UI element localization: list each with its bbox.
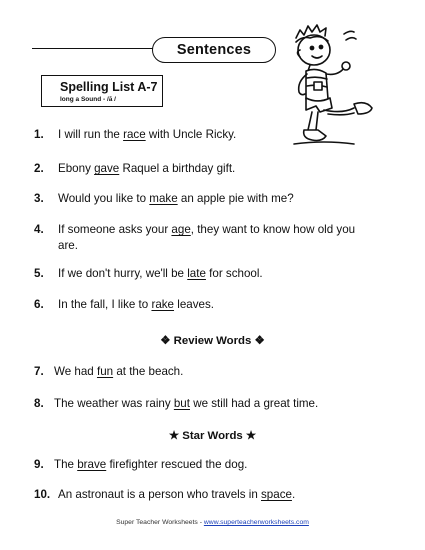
sentence-number: 4.	[34, 223, 44, 236]
spelling-word: fun	[96, 365, 114, 378]
sentence-1	[34, 127, 374, 143]
sentence-text: An astronaut is a person who travels in space.	[58, 488, 296, 501]
sentence-8	[34, 396, 374, 412]
spelling-word: race	[123, 128, 146, 141]
footer-text: Super Teacher Worksheets -	[116, 519, 204, 526]
spelling-word: age	[171, 223, 191, 236]
sentence-6	[34, 297, 374, 313]
sentence-7	[34, 364, 374, 380]
footer-link[interactable]: www.superteacherworksheets.com	[203, 519, 309, 526]
page-title: Sentences	[152, 37, 276, 63]
sentence-text: If someone asks your age, they want to know how old you are.	[58, 223, 356, 252]
sentence-number: 3.	[34, 192, 44, 205]
spelling-word: gave	[94, 162, 120, 175]
spelling-list-title: Spelling List A-7	[60, 80, 158, 94]
sentence-number: 5.	[34, 267, 44, 280]
sentence-number: 9.	[34, 458, 44, 471]
sentence-text: Ebony gave Raquel a birthday gift.	[58, 162, 236, 175]
spelling-list-box	[41, 75, 163, 107]
spelling-word: rake	[151, 298, 175, 311]
sentence-5	[34, 266, 374, 282]
sentence-10	[34, 487, 374, 503]
sentence-text: Would you like to make an apple pie with me?	[58, 192, 294, 205]
sentence-number: 7.	[34, 365, 44, 378]
star-words-heading: ★ Star Words ★	[168, 430, 257, 442]
sentence-3	[34, 191, 374, 207]
footer	[0, 519, 425, 526]
sentence-9	[34, 457, 374, 473]
sentence-number: 6.	[34, 298, 44, 311]
sentence-text: We had fun at the beach.	[54, 365, 184, 378]
sentence-text: I will run the race with Uncle Ricky.	[58, 128, 237, 141]
sentence-text: The brave firefighter rescued the dog.	[54, 458, 248, 471]
sentence-text: The weather was rainy but we still had a great time.	[54, 397, 319, 410]
spelling-word: space	[261, 488, 292, 501]
sentence-number: 10.	[34, 488, 51, 501]
sentence-number: 1.	[34, 128, 44, 141]
spelling-word: but	[173, 397, 190, 410]
spelling-list-subtitle: long a Sound - /ā /	[60, 96, 116, 103]
sentence-text: If we don't hurry, we'll be late for school.	[58, 267, 263, 280]
spelling-word: make	[149, 192, 178, 205]
spelling-word: late	[187, 267, 206, 280]
review-words-heading: ❖ Review Words ❖	[160, 335, 265, 347]
sentence-4	[34, 222, 370, 253]
sentence-text: In the fall, I like to rake leaves.	[58, 298, 214, 311]
spelling-word: brave	[77, 458, 107, 471]
sentence-number: 2.	[34, 162, 44, 175]
sentence-2	[34, 161, 374, 177]
sentence-number: 8.	[34, 397, 44, 410]
